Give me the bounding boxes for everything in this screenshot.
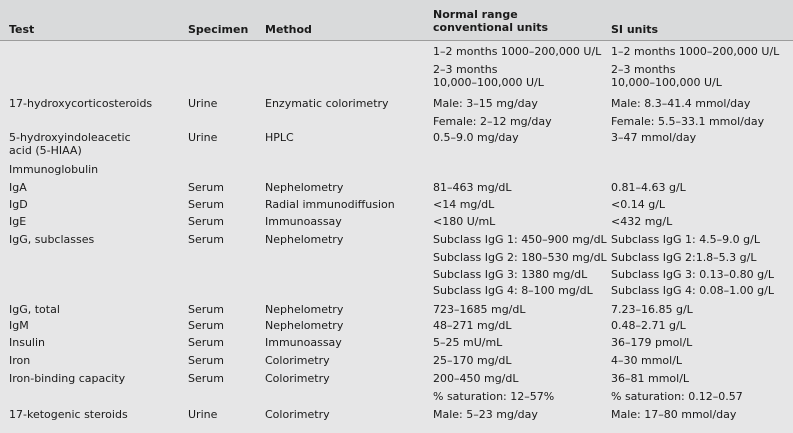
cell-si-units: 36–81 mmol/L xyxy=(611,372,690,385)
cell-specimen: Serum xyxy=(188,233,224,246)
cell-test: IgM xyxy=(9,319,29,332)
cell-si-units: % saturation: 0.12–0.57 xyxy=(611,390,743,403)
cell-normal-range: <180 U/mL xyxy=(433,215,496,228)
header-test: Test xyxy=(9,23,35,36)
cell-normal-range: 10,000–100,000 U/L xyxy=(433,76,544,89)
cell-method: Enzymatic colorimetry xyxy=(265,97,389,110)
cell-normal-range: <14 mg/dL xyxy=(433,198,495,211)
cell-test: Insulin xyxy=(9,336,46,349)
header-method: Method xyxy=(265,23,312,36)
cell-specimen: Urine xyxy=(188,408,218,421)
cell-method: HPLC xyxy=(265,131,294,144)
cell-specimen: Serum xyxy=(188,303,224,316)
cell-si-units: 1–2 months 1000–200,000 U/L xyxy=(611,45,780,58)
cell-normal-range: Male: 3–15 mg/day xyxy=(433,97,538,110)
header-normal-line2: conventional units xyxy=(433,21,549,34)
cell-normal-range: 81–463 mg/dL xyxy=(433,181,512,194)
cell-si-units: Male: 17–80 mmol/day xyxy=(611,408,737,421)
cell-specimen: Serum xyxy=(188,319,224,332)
cell-si-units: 2–3 months xyxy=(611,63,676,76)
cell-test: IgE xyxy=(9,215,27,228)
cell-si-units: Female: 5.5–33.1 mmol/day xyxy=(611,115,765,128)
cell-normal-range: Subclass IgG 1: 450–900 mg/dL xyxy=(433,233,607,246)
cell-specimen: Serum xyxy=(188,336,224,349)
cell-si-units: 3–47 mmol/day xyxy=(611,131,697,144)
cell-method: Radial immunodiffusion xyxy=(265,198,395,211)
cell-method: Nephelometry xyxy=(265,233,344,246)
cell-method: Immunoassay xyxy=(265,336,342,349)
cell-specimen: Serum xyxy=(188,215,224,228)
cell-si-units: Subclass IgG 1: 4.5–9.0 g/L xyxy=(611,233,760,246)
cell-test: 17-ketogenic steroids xyxy=(9,408,128,421)
cell-test: IgG, subclasses xyxy=(9,233,95,246)
cell-normal-range: Subclass IgG 4: 8–100 mg/dL xyxy=(433,284,593,297)
cell-normal-range: 723–1685 mg/dL xyxy=(433,303,526,316)
cell-test: IgG, total xyxy=(9,303,60,316)
cell-method: Immunoassay xyxy=(265,215,342,228)
cell-specimen: Urine xyxy=(188,131,218,144)
cell-test: Iron xyxy=(9,354,31,367)
cell-normal-range: % saturation: 12–57% xyxy=(433,390,555,403)
cell-specimen: Serum xyxy=(188,181,224,194)
cell-specimen: Serum xyxy=(188,198,224,211)
cell-method: Nephelometry xyxy=(265,181,344,194)
table-header xyxy=(0,0,793,41)
header-specimen: Specimen xyxy=(188,23,249,36)
cell-specimen: Serum xyxy=(188,354,224,367)
cell-normal-range: Subclass IgG 3: 1380 mg/dL xyxy=(433,268,588,281)
cell-test: IgA xyxy=(9,181,27,194)
header-normal-range xyxy=(433,8,548,34)
cell-normal-range: 200–450 mg/dL xyxy=(433,372,519,385)
cell-normal-range: Subclass IgG 2: 180–530 mg/dL xyxy=(433,251,607,264)
cell-normal-range: 48–271 mg/dL xyxy=(433,319,512,332)
cell-test: 5-hydroxyindoleacetic xyxy=(9,131,131,144)
cell-si-units: <432 mg/L xyxy=(611,215,673,228)
cell-si-units: 4–30 mmol/L xyxy=(611,354,683,367)
cell-test: IgD xyxy=(9,198,28,211)
cell-method: Nephelometry xyxy=(265,319,344,332)
cell-test: Immunoglobulin xyxy=(9,163,99,176)
cell-si-units: Subclass IgG 4: 0.08–1.00 g/L xyxy=(611,284,774,297)
cell-si-units: 7.23–16.85 g/L xyxy=(611,303,693,316)
cell-specimen: Serum xyxy=(188,372,224,385)
cell-si-units: <0.14 g/L xyxy=(611,198,666,211)
cell-si-units: Subclass IgG 3: 0.13–0.80 g/L xyxy=(611,268,774,281)
cell-normal-range: Male: 5–23 mg/day xyxy=(433,408,538,421)
cell-specimen: Urine xyxy=(188,97,218,110)
cell-si-units: Subclass IgG 2:1.8–5.3 g/L xyxy=(611,251,757,264)
cell-si-units: Male: 8.3–41.4 mmol/day xyxy=(611,97,751,110)
cell-normal-range: 1–2 months 1000–200,000 U/L xyxy=(433,45,602,58)
header-normal-line1: Normal range xyxy=(433,8,518,21)
cell-method: Colorimetry xyxy=(265,408,330,421)
cell-si-units: 0.81–4.63 g/L xyxy=(611,181,686,194)
cell-method: Nephelometry xyxy=(265,303,344,316)
cell-si-units: 0.48–2.71 g/L xyxy=(611,319,686,332)
cell-test: 17-hydroxycorticosteroids xyxy=(9,97,153,110)
cell-normal-range: 5–25 mU/mL xyxy=(433,336,503,349)
cell-normal-range: 0.5–9.0 mg/day xyxy=(433,131,519,144)
cell-method: Colorimetry xyxy=(265,372,330,385)
cell-test: Iron-binding capacity xyxy=(9,372,126,385)
cell-normal-range: 2–3 months xyxy=(433,63,498,76)
cell-normal-range: 25–170 mg/dL xyxy=(433,354,512,367)
cell-si-units: 36–179 pmol/L xyxy=(611,336,693,349)
cell-normal-range: Female: 2–12 mg/day xyxy=(433,115,552,128)
cell-method: Colorimetry xyxy=(265,354,330,367)
cell-test: acid (5-HIAA) xyxy=(9,144,82,157)
cell-si-units: 10,000–100,000 U/L xyxy=(611,76,722,89)
header-si-units: SI units xyxy=(611,23,659,36)
